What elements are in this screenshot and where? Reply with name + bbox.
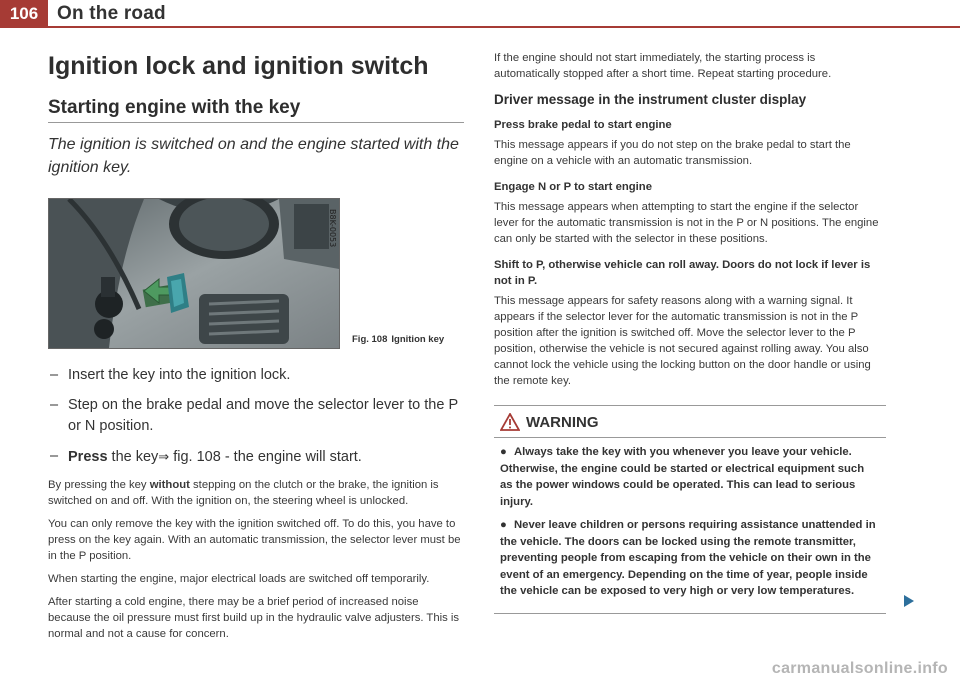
ignition-illustration [49,199,339,348]
section-title: Ignition lock and ignition switch [48,52,429,80]
figure-caption-label: Fig. 108 [352,334,388,345]
warning-item-text: Always take the key with you whenever you leave your vehicle. Otherwise, the engine could be started or electrical equipment such as the power windows could be operated. This can lead to serious injury. [500,446,865,508]
header-rule [48,26,960,28]
paragraph: After starting a cold engine, there may be a brief period of increased noise because the oil pressure must first build up in the hydraulic valve adjusters. This is normal and not a cause for concern. [48,596,460,640]
figure-caption-text: Ignition key [391,334,445,345]
left-column [48,50,464,649]
figure-row [48,198,464,349]
message-text: This message appears for safety reasons along with a warning signal. It appears if the selector lever for the automatic transmission is not in the P position after the ignition is switched off. Move the selector lever to the P position, otherwise the vehicle is not secured against rolling away. You also cannot lock the vehicle using the locking button on the door handle or using the remote key. [494,295,871,387]
paragraph-restart: If the engine should not start immediately, the starting process is automatically stopped after a short time. Repeat starting procedure. [494,52,832,80]
watermark: carmanualsonline.info [771,660,948,677]
warning-title: WARNING [526,413,599,431]
warning-item [500,444,876,510]
step-2: – Step on the brake pedal and move the selector lever to the P or N position. [48,395,464,437]
message-text: This message appears if you do not step on the brake pedal to start the engine on a vehicle with an automatic transmission. [494,139,851,167]
step-1: – Insert the key into the ignition lock. [48,365,464,386]
paragraph-without [48,477,464,509]
warning-item-text: Never leave children or persons requiring assistance unattended in the vehicle. The doors can be locked using the remote transmitter, preventing people from escaping from the vehicle on their own in the event of an emergency. Depending on the time of year, people inside the vehicle can be exposed to very high or very low temperatures. [500,519,876,597]
paragraph: When starting the engine, major electrical loads are switched off temporarily. [48,573,430,585]
step-list [48,365,464,468]
cross-reference-arrow-icon: ⇒ [158,449,170,464]
subsection-title: Starting engine with the key [48,97,301,118]
warning-header [494,406,886,438]
paragraph-without-bold: without [149,479,190,491]
warning-box [494,405,886,614]
step-3-bold: Press [68,449,108,465]
step-3-pre: the key [107,449,159,465]
warning-body [494,438,886,613]
warning-triangle-icon [500,413,520,431]
page-number: 106 [0,0,48,28]
message-text: This message appears when attempting to start the engine if the selector lever for the automatic transmission is not in the P or N positions. The engine can only be started with the selector in these positions. [494,201,879,245]
step-3 [48,446,464,468]
ignition-key-figure [48,198,340,349]
right-column [494,50,884,614]
chapter-title: On the road [57,3,166,24]
message-title: Press brake pedal to start engine [494,119,672,131]
message-title: Engage N or P to start engine [494,181,652,193]
paragraph-without-pre: By pressing the key [48,479,150,491]
display-messages-title: Driver message in the instrument cluster display [494,92,807,107]
continue-arrow-icon [904,595,914,607]
subsection-rule [48,122,464,123]
paragraph: You can only remove the key with the ignition switched off. To do this, you have to press on the key again. With an automatic transmission, the selector lever must be in the P position. [48,518,461,562]
figure-caption [352,334,444,345]
paragraph-without-post: stepping on the clutch or the brake, the ignition is switched on and off. With the ignition on, the steering wheel is unlocked. [48,479,439,507]
intro-text: The ignition is switched on and the engine started with the ignition key. [48,136,459,176]
bullet-icon: ● [500,519,507,531]
message-title: Shift to P, otherwise vehicle can roll away. Doors do not lock if lever is not in P. [494,259,871,287]
figure-code: B8K-0053 [328,209,337,248]
bullet-icon: ● [500,446,507,458]
step-3-post: fig. 108 - the engine will start. [169,449,362,465]
warning-item [500,517,876,600]
